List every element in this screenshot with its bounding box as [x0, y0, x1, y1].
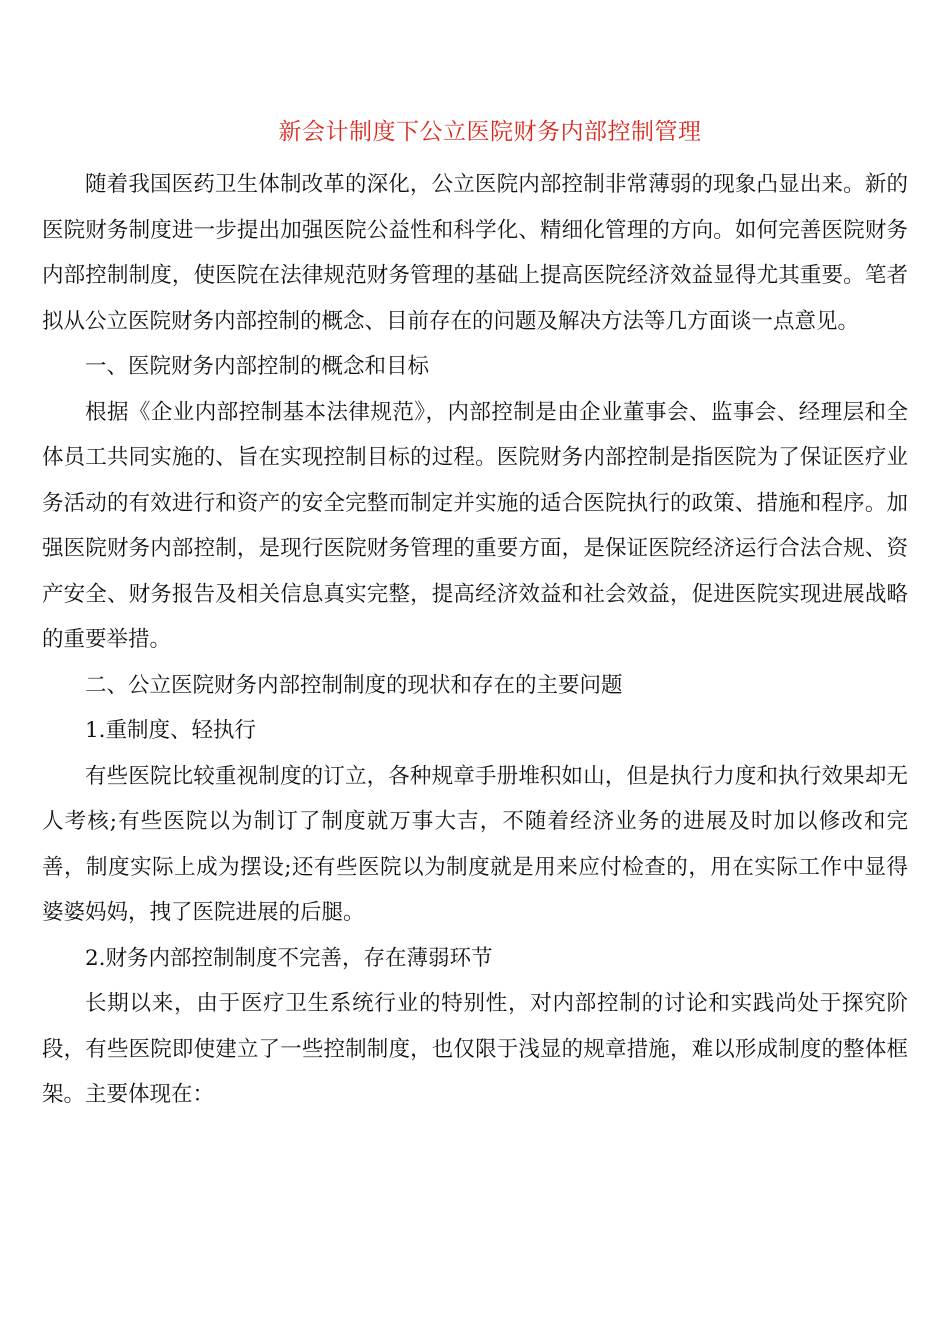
- document-body: [42, 162, 908, 1118]
- paragraph-execution: 有些医院比较重视制度的订立，各种规章手册堆积如山，但是执行力度和执行效果却无人考核;有些医院以为制订了制度就万事大吉，不随着经济业务的进展及时加以修改和完善，制度实际上成为摆设;还有些医院以为制度就是用来应付检查的，用在实际工作中显得婆婆妈妈，拽了医院进展的后腿。: [42, 763, 908, 925]
- paragraph-intro: 随着我国医药卫生体制改革的深化，公立医院内部控制非常薄弱的现象凸显出来。新的医院财务制度进一步提出加强医院公益性和科学化、精细化管理的方向。如何完善医院财务内部控制制度，使医院在法律规范财务管理的基础上提高医院经济效益显得尤其重要。笔者拟从公立医院财务内部控制的概念、目前存在的问题及解决方法等几方面谈一点意见。: [42, 172, 908, 334]
- subsection-heading-1: 1.重制度、轻执行: [85, 718, 257, 743]
- document-title: 新会计制度下公立医院财务内部控制管理: [278, 119, 702, 145]
- section-heading-2: 二、公立医院财务内部控制制度的现状和存在的主要问题: [85, 672, 623, 698]
- paragraph-weakness: 长期以来，由于医疗卫生系统行业的特别性，对内部控制的讨论和实践尚处于探究阶段，有些医院即使建立了一些控制制度，也仅限于浅显的规章措施，难以形成制度的整体框架。主要体现在：: [42, 991, 908, 1107]
- paragraph-concept: 根据《企业内部控制基本法律规范》，内部控制是由企业董事会、监事会、经理层和全体员工共同实施的、旨在实现控制目标的过程。医院财务内部控制是指医院为了保证医疗业务活动的有效进行和资产的安全完整而制定并实施的适合医院执行的政策、措施和程序。加强医院财务内部控制，是现行医院财务管理的重要方面，是保证医院经济运行合法合规、资产安全、财务报告及相关信息真实完整，提高经济效益和社会效益，促进医院实现进展战略的重要举措。: [42, 399, 908, 652]
- section-heading-1: 一、医院财务内部控制的概念和目标: [85, 354, 430, 379]
- subsection-heading-2: 2.财务内部控制制度不完善，存在薄弱环节: [85, 945, 493, 971]
